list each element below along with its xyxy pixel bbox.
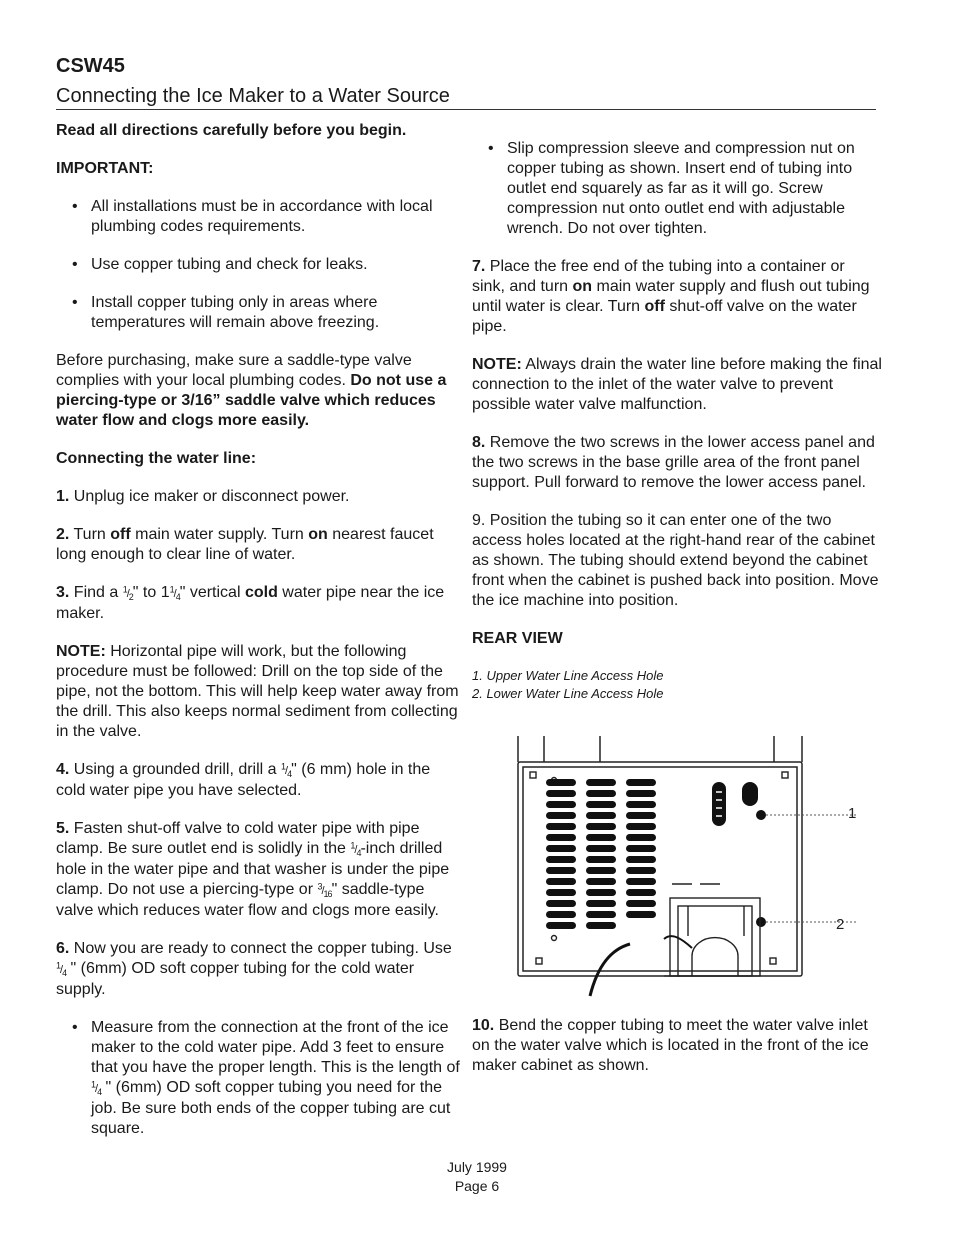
step-10-block — [472, 1016, 882, 1094]
purchase-text: Before purchasing, make sure a saddle-type valve complies with your local plumbing codes. — [56, 352, 412, 389]
step-number: 3. — [56, 584, 70, 601]
step-number: 8. — [472, 434, 486, 451]
bullet-text: Use copper tubing and check for leaks. — [91, 256, 368, 273]
step-4 — [56, 760, 461, 801]
connecting-heading: Connecting the water line: — [56, 450, 257, 467]
step-number: 7. — [472, 258, 486, 275]
intro-instruction: Read all directions carefully before you begin. — [56, 122, 407, 139]
emphasis-on: on — [308, 526, 328, 543]
step-text: Turn — [69, 526, 111, 543]
compression-bullet: • Slip compression sleeve and compression nut on copper tubing as shown. Insert end of tubing into outlet end squarely as far as it will go. Screw compression nut onto outlet end with adjustable wrench. Do not over tighten. — [488, 140, 855, 237]
step-text: " vertical — [179, 584, 245, 601]
step-9: 9. Position the tubing so it can enter one of the two access holes located at the right-hand rear of the cabinet as shown. The tubing should extend beyond the cabinet front when the cabinet is pushed back into position. Move the ice machine into position. — [472, 512, 879, 609]
step-text: main water supply. Turn — [130, 526, 309, 543]
purchase-warning: Do not use a piercing-type or 3/16” saddle valve which reduces water flow and clogs more easily. — [56, 372, 447, 429]
bullet-text: Slip compression sleeve and compression nut on copper tubing as shown. Insert end of tubing into outlet end squarely as far as it will go. Screw compression nut onto outlet end with adjustable wrench. Do not over tighten. — [507, 140, 855, 237]
section-title: Connecting the Ice Maker to a Water Source — [56, 85, 450, 107]
important-bullet: • All installations must be in accordance with local plumbing codes requirements. — [72, 198, 433, 235]
note-label: NOTE: — [472, 356, 522, 373]
fraction-three-sixteenths: $^3/_{16}$ — [317, 881, 332, 900]
step-number: 4. — [56, 761, 70, 778]
step-number: 1. — [56, 488, 70, 505]
rear-view-diagram — [512, 734, 872, 1004]
purchase-paragraph — [56, 351, 461, 431]
emphasis-on: on — [572, 278, 593, 295]
footer-page-number: Page 6 — [454, 1178, 500, 1194]
step-6-bullet: • Measure from the connection at the front of the ice maker to the cold water pipe. Add 3 feet to ensure that you have the proper length. This is the length of $^1/_4$ " (6mm) OD soft copper tubing you need for the job. Be sure both ends of the copper tubing are cut square. — [72, 1019, 460, 1137]
fraction-quarter: $^1/_4$ — [56, 960, 67, 979]
note-label: NOTE: — [56, 643, 106, 660]
note-text: Horizontal pipe will work, but the following procedure must be followed: Drill on the top side of the pipe, not the bottom. This will help keep water away from the drill. This also keeps normal sediment from collecting in the valve. — [56, 643, 459, 740]
important-bullet: • Use copper tubing and check for leaks. — [72, 256, 368, 273]
title-rule — [56, 109, 876, 110]
important-label: IMPORTANT: — [56, 160, 154, 177]
note-drain — [472, 355, 882, 415]
step-text: main water supply and flush out tubing until water is clear. Turn — [472, 278, 870, 315]
step-text: water pipe near the ice maker. — [56, 584, 445, 622]
note-text: Always drain the water line before making the final connection to the inlet of the water valve to prevent possible water valve malfunction. — [472, 356, 882, 413]
step-number: 2. — [56, 526, 70, 543]
emphasis-cold: cold — [244, 584, 278, 601]
right-column — [472, 139, 882, 703]
step-text: nearest faucet long enough to clear line of water. — [56, 526, 434, 563]
fraction-quarter: $^1/_4$ — [350, 840, 361, 859]
step-number: 10. — [472, 1017, 495, 1034]
note-horizontal-pipe — [56, 642, 461, 742]
step-1 — [56, 487, 461, 507]
diagram-legend-item: 1. Upper Water Line Access Hole — [472, 668, 664, 683]
fraction-quarter: $^1/_4$ — [91, 1079, 102, 1098]
step-2 — [56, 525, 461, 565]
bullet-text: All installations must be in accordance with local plumbing codes requirements. — [91, 198, 433, 235]
bullet-text: Install copper tubing only in areas where temperatures will remain above freezing. — [91, 294, 380, 331]
step-text: Place the free end of the tubing into a container or sink, and turn — [472, 258, 845, 295]
step-6 — [56, 939, 461, 1000]
footer-date: July 1999 — [447, 1159, 507, 1175]
step-text: " (6mm) OD soft copper tubing for the cold water supply. — [56, 960, 415, 998]
important-bullet: • Install copper tubing only in areas where temperatures will remain above freezing. — [72, 294, 380, 331]
step-text: Using a grounded drill, drill a — [69, 761, 282, 778]
rear-view-heading: REAR VIEW — [472, 630, 563, 647]
step-number: 5. — [56, 820, 70, 837]
fraction-quarter: $^1/_4$ — [281, 761, 292, 780]
emphasis-off: off — [110, 526, 131, 543]
step-number: 6. — [56, 940, 70, 957]
step-text: Unplug ice maker or disconnect power. — [69, 488, 350, 505]
fraction-half: $^1/_2$ — [122, 584, 133, 603]
callout-1-label: 1 — [848, 805, 857, 822]
model-number: CSW45 — [56, 55, 125, 77]
step-10 — [472, 1016, 882, 1076]
step-text: Bend the copper tubing to meet the water valve inlet on the water valve which is located in the front of the ice maker cabinet as shown. — [472, 1017, 869, 1074]
diagram-legend-item: 2. Lower Water Line Access Hole — [472, 686, 664, 701]
step-text: shut-off valve on the water pipe. — [472, 298, 857, 335]
step-text: Fasten shut-off valve to cold water pipe with pipe clamp. Be sure outlet end is solidly in the — [56, 820, 420, 857]
callout-2-label: 2 — [836, 916, 845, 933]
step-8 — [472, 433, 882, 493]
fraction-quarter: $^1/_4$ — [169, 584, 180, 603]
emphasis-off: off — [644, 298, 665, 315]
step-text: -inch drilled hole in the water pipe and that washer is under the pipe clamp. Do not use a piercing-type or — [56, 840, 450, 898]
step-text: " saddle-type valve which reduces water flow and clogs more easily. — [56, 881, 439, 919]
step-5 — [56, 819, 461, 921]
step-3 — [56, 583, 461, 624]
left-column — [56, 121, 461, 1157]
step-text: Find a — [69, 584, 123, 601]
bullet-text: " (6mm) OD soft copper tubing you need for the job. Be sure both ends of the copper tubing are cut square. — [91, 1079, 451, 1137]
step-text: " to 1 — [132, 584, 170, 601]
bullet-text: Measure from the connection at the front of the ice maker to the cold water pipe. Add 3 feet to ensure that you have the proper length. This is the length of — [91, 1019, 460, 1076]
step-text: " (6 mm) hole in the cold water pipe you have selected. — [56, 761, 431, 799]
step-text: Now you are ready to connect the copper tubing. Use — [69, 940, 452, 957]
step-text: Remove the two screws in the lower access panel and the two screws in the base grille area of the front panel support. Pull forward to remove the lower access panel. — [472, 434, 875, 491]
step-7 — [472, 257, 882, 337]
